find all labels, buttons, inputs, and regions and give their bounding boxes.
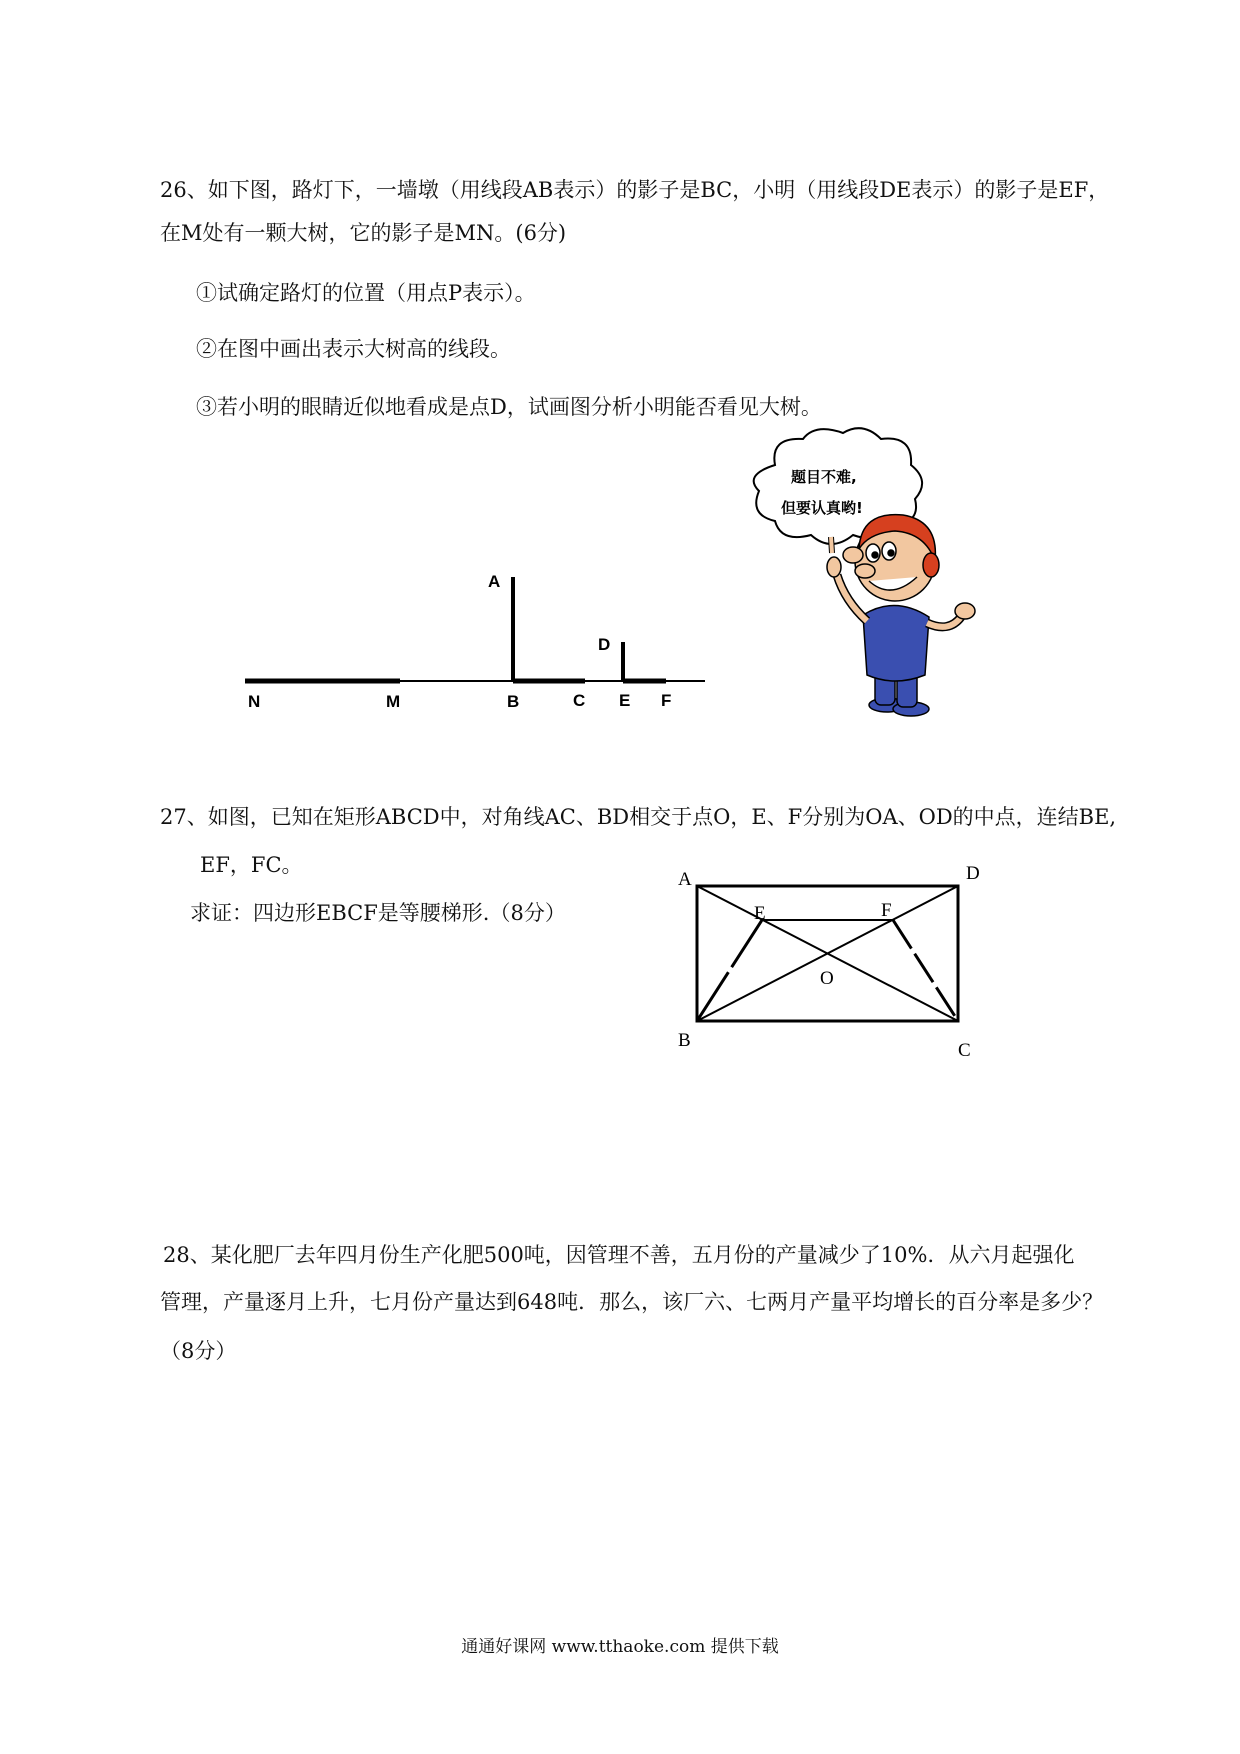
label-O: O <box>820 968 834 989</box>
label-D: D <box>598 635 611 654</box>
label-A: A <box>488 572 501 591</box>
page-footer: 通通好课网 www.tthaoke.com 提供下载 <box>461 1637 779 1657</box>
label-E: E <box>619 691 631 710</box>
label-F: F <box>881 900 892 921</box>
q27-prove: 求证：四边形EBCF是等腰梯形.（8分） <box>190 901 566 925</box>
shadow-figure <box>230 560 730 720</box>
label-M: M <box>386 692 401 711</box>
bubble-line-2: 但要认真哟! <box>781 499 863 517</box>
label-D: D <box>966 863 980 884</box>
q28-line-1: 28、某化肥厂去年四月份生产化肥500吨，因管理不善，五月份的产量减少了10%．从六月起强化 <box>163 1243 1075 1267</box>
label-E: E <box>754 903 766 924</box>
rectangle-figure <box>670 855 990 1070</box>
segment-BE <box>697 920 762 1021</box>
label-A: A <box>678 869 692 890</box>
q26-line-2: 在M处有一颗大树，它的影子是MN。(6分) <box>160 221 567 245</box>
q28-line-2: 管理，产量逐月上升，七月份产量达到648吨．那么，该厂六、七两月产量平均增长的百分率是多少？ <box>160 1290 1104 1314</box>
segment-FC <box>893 920 958 1021</box>
q26-item-2: ②在图中画出表示大树高的线段。 <box>196 337 511 361</box>
q27-line-2: EF，FC。 <box>200 853 303 877</box>
bubble-line-1: 题目不难, <box>791 468 857 486</box>
q28-line-3: （8分） <box>160 1339 237 1363</box>
q26-item-1: ①试确定路灯的位置（用点P表示）。 <box>196 281 536 305</box>
label-B: B <box>507 692 520 711</box>
cartoon-figure <box>735 425 995 735</box>
label-B: B <box>678 1030 691 1051</box>
q26-line-1: 26、如下图，路灯下，一墙墩（用线段AB表示）的影子是BC，小明（用线段DE表示）的影子是EF， <box>160 178 1110 202</box>
label-N: N <box>248 692 261 711</box>
label-C: C <box>573 691 586 710</box>
label-F: F <box>661 691 672 710</box>
cartoon-character <box>827 515 975 716</box>
q27-line-1: 27、如图，已知在矩形ABCD中，对角线AC、BD相交于点O，E、F分别为OA、OD的中点，连结BE, <box>160 805 1117 829</box>
q26-item-3: ③若小明的眼睛近似地看成是点D，试画图分析小明能否看见大树。 <box>196 395 822 419</box>
label-C: C <box>958 1040 971 1061</box>
